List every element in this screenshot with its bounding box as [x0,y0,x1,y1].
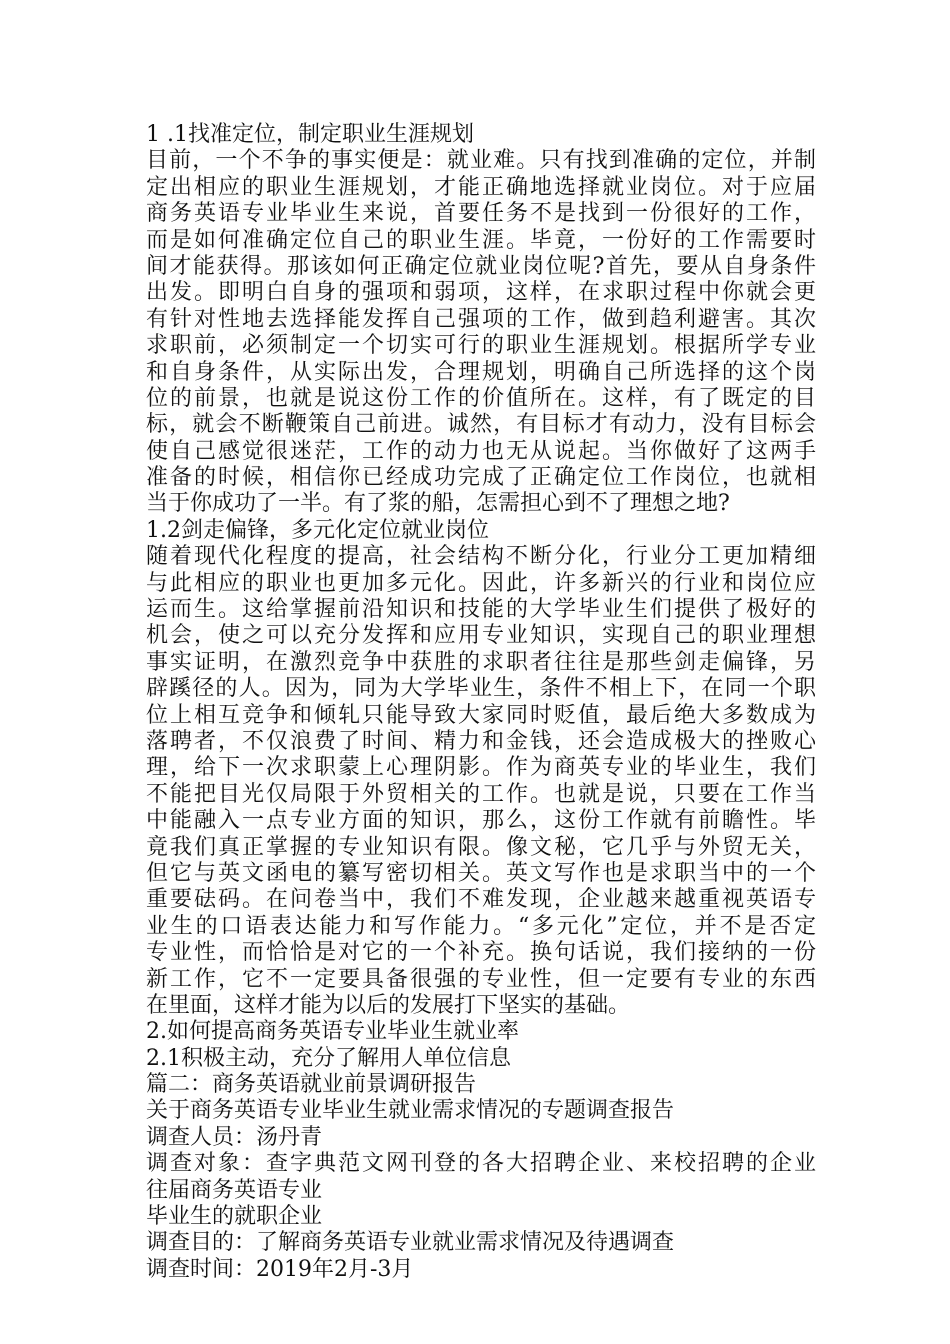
text-line: 但它与英文函电的纂写密切相关。英文写作也是求职当中的一个 [146,860,816,886]
text-line: 求职前，必须制定一个切实可行的职业生涯规划。根据所学专业 [146,333,816,359]
text-line: 位的前景，也就是说这份工作的价值所在。这样，有了既定的目 [146,385,816,411]
text-line: 竟我们真正掌握的专业知识有限。像文秘，它几乎与外贸无关， [146,834,816,860]
text-line: 当于你成功了一半。有了浆的船，怎需担心到不了理想之地? [146,491,730,517]
text-line: 位上相互竞争和倾轧只能导致大家同时贬值，最后绝大多数成为 [146,702,816,728]
text-line: 在里面，这样才能为以后的发展打下坚实的基础。 [146,992,631,1018]
text-line: 而是如何准确定位自己的职业生涯。毕竟，一份好的工作需要时 [146,227,816,253]
text-line: 与此相应的职业也更加多元化。因此，许多新兴的行业和岗位应 [146,570,816,596]
text-line: 运而生。这给掌握前沿知识和技能的大学毕业生们提供了极好的 [146,597,816,623]
text-line: 定出相应的职业生涯规划，才能正确地选择就业岗位。对于应届 [146,174,816,200]
text-line: 专业性，而恰恰是对它的一个补充。换句话说，我们接纳的一份 [146,940,816,966]
text-line: 机会，使之可以充分发挥和应用专业知识，实现自己的职业理想 [146,623,816,649]
text-line: 调查时间：2019年2月-3月 [146,1256,414,1282]
text-line: 标，就会不断鞭策自己前进。诚然，有目标才有动力，没有目标会 [146,412,816,438]
text-line: 目前，一个不争的事实便是：就业难。只有找到准确的定位，并制 [146,148,816,174]
text-line: 2.1积极主动，充分了解用人单位信息 [146,1045,511,1071]
text-line: 往届商务英语专业 [146,1177,323,1203]
text-line: 关于商务英语专业毕业生就业需求情况的专题调查报告 [146,1098,675,1124]
text-line: 落聘者，不仅浪费了时间、精力和金钱，还会造成极大的挫败心 [146,728,816,754]
text-line: 辟蹊径的人。因为，同为大学毕业生，条件不相上下，在同一个职 [146,676,816,702]
text-line: 出发。即明白自身的强项和弱项，这样，在求职过程中你就会更 [146,280,816,306]
text-line: 业生的口语表达能力和写作能力。“多元化”定位，并不是否定 [146,913,816,939]
text-line: 随着现代化程度的提高，社会结构不断分化，行业分工更加精细 [146,544,816,570]
text-line: 新工作，它不一定要具备很强的专业性，但一定要有专业的东西 [146,966,816,992]
text-line: 理，给下一次求职蒙上心理阴影。作为商英专业的毕业生，我们 [146,755,816,781]
text-line: 调查人员：汤丹青 [146,1124,323,1150]
text-line: 毕业生的就职企业 [146,1204,323,1230]
text-line: 不能把目光仅局限于外贸相关的工作。也就是说，只要在工作当 [146,781,816,807]
text-line: 有针对性地去选择能发挥自己强项的工作，做到趋利避害。其次 [146,306,816,332]
text-line: 间才能获得。那该如何正确定位就业岗位呢?首先，要从自身条件 [146,253,816,279]
text-line: 调查对象：查字典范文网刊登的各大招聘企业、来校招聘的企业 [146,1151,816,1177]
text-line: 1 .1找准定位，制定职业生涯规划 [146,122,474,147]
text-line: 事实证明，在激烈竞争中获胜的求职者往往是那些剑走偏锋，另 [146,649,816,675]
text-line: 篇二：商务英语就业前景调研报告 [146,1072,477,1098]
document-body [146,122,816,1283]
text-line: 2.如何提高商务英语专业毕业生就业率 [146,1019,519,1045]
text-line: 商务英语专业毕业生来说，首要任务不是找到一份很好的工作， [146,201,816,227]
text-line: 和自身条件，从实际出发，合理规划，明确自己所选择的这个岗 [146,359,816,385]
text-line: 中能融入一点专业方面的知识，那么，这份工作就有前瞻性。毕 [146,808,816,834]
text-line: 1.2剑走偏锋，多元化定位就业岗位 [146,517,489,543]
text-line: 调查目的：了解商务英语专业就业需求情况及待遇调查 [146,1230,675,1256]
text-line: 重要砝码。在问卷当中，我们不难发现，企业越来越重视英语专 [146,887,816,913]
text-line: 使自己感觉很迷茫，工作的动力也无从说起。当你做好了这两手 [146,438,816,464]
text-line: 准备的时候，相信你已经成功完成了正确定位工作岗位，也就相 [146,465,816,491]
